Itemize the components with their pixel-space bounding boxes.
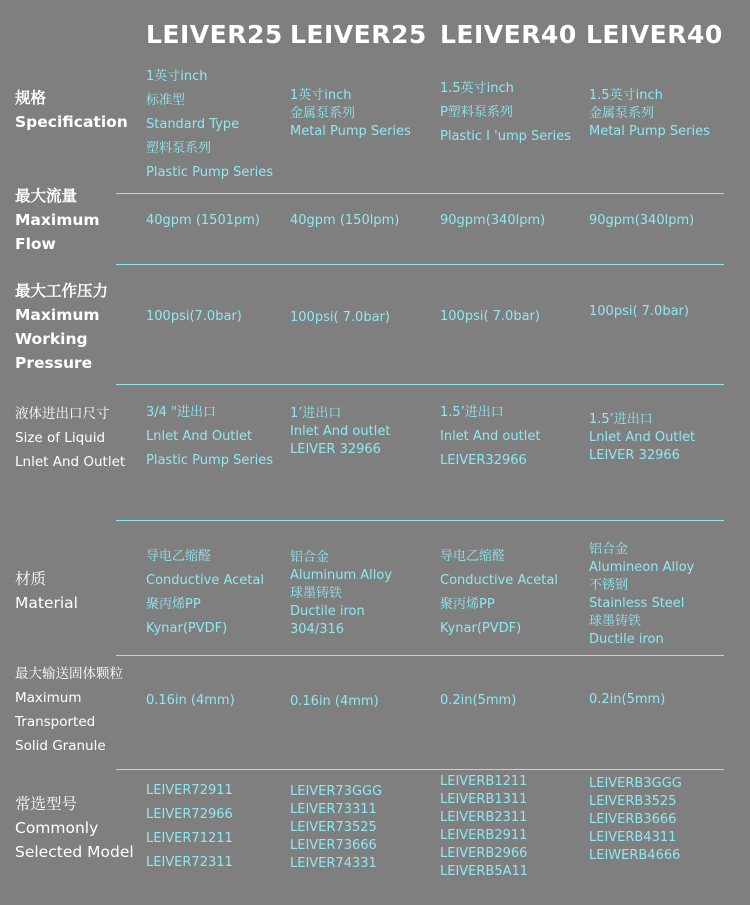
cell-line: Inlet And outlet [440,429,541,444]
cell-line: 1英寸inch [290,88,352,103]
row-divider-6 [116,769,724,770]
row-divider-2 [116,264,724,265]
cell-line: 1.5英寸inch [440,81,514,96]
cell-line: 1’进出口 [290,406,342,421]
cell-line: 铝合金 [589,542,629,557]
cell-line: 1.5英寸inch [589,88,663,103]
cell-model-col2 [290,783,382,873]
cell-line: Plastic Pump Series [146,165,274,180]
cell-line: LEIVERB3GGG [589,776,682,791]
cell-line: Aluminum Alloy [290,568,393,583]
cell-line: 液体进出口尺寸 [15,406,110,422]
cell-line: 聚丙烯PP [146,597,201,612]
cell-line: LEIVER73311 [290,802,377,817]
cell-line: 100psi( 7.0bar) [589,304,689,319]
cell-pressure-col3 [440,305,540,329]
row-divider-4 [116,520,724,521]
cell-line: 球墨铸铁 [589,614,642,629]
cell-spec-col4 [589,87,710,141]
cell-flow-col4 [589,209,694,233]
cell-line: 100psi( 7.0bar) [290,310,390,325]
cell-line: 最大工作压力 [15,282,109,300]
cell-line: LEIVER73525 [290,820,377,835]
cell-line: 材质 [15,570,47,588]
cell-line: 90gpm(340lpm) [589,213,695,228]
cell-pressure-col1 [146,305,242,329]
cell-line: Working [15,330,88,348]
cell-material-col4 [589,541,694,649]
cell-inlet-col4 [589,411,695,465]
cell-line: 3/4 "进出口 [146,405,217,420]
cell-model-col3 [440,773,528,881]
cell-inlet-col3 [440,401,540,473]
column-header-3: LEIVER40 [440,20,577,49]
cell-line: Ductile iron [589,632,664,647]
cell-line: Transported [15,714,96,730]
cell-granule-col4 [589,688,665,712]
cell-flow-col2 [290,209,399,233]
cell-line: Metal Pump Series [290,124,411,139]
cell-line: 0.2in(5mm) [589,692,666,707]
cell-model-col1 [146,779,233,875]
cell-line: 最大流量 [15,187,78,205]
cell-line: 40gpm (1501pm) [146,213,260,228]
cell-line: LEIVERB2966 [440,846,528,861]
cell-line: 1英寸inch [146,69,208,84]
cell-line: LEIVERB2311 [440,810,528,825]
cell-line: LEIVER71211 [146,831,233,846]
cell-line: LEIVER73GGG [290,784,383,799]
cell-line: 1.5’进出口 [589,412,653,427]
cell-line: Maximum [15,211,100,229]
cell-line: Metal Pump Series [589,124,710,139]
cell-line: 0.16in (4mm) [290,694,379,709]
cell-line: LEIVERB2911 [440,828,528,843]
cell-line: Plastic I 'ump Series [440,129,571,144]
cell-line: Ductile iron [290,604,365,619]
cell-line: 标准型 [146,93,186,108]
cell-pressure-col4 [589,300,689,324]
column-header-1: LEIVER25 [146,20,283,49]
cell-line: P塑料泵系列 [440,105,513,120]
cell-line: 金属泵系列 [290,106,356,121]
cell-line: 导电乙缩醛 [146,549,212,564]
cell-line: Material [15,594,78,612]
cell-material-col1 [146,545,264,641]
cell-line: LEIVER32966 [440,453,527,468]
cell-line: LEIVERB4311 [589,830,677,845]
cell-line: 聚丙烯PP [440,597,495,612]
cell-line: 规格 [15,89,47,107]
row-label-selected-model [15,792,134,864]
cell-line: LEIVER72311 [146,855,233,870]
cell-flow-col1 [146,209,260,233]
cell-material-col3 [440,545,558,641]
cell-line: Selected Model [15,843,134,861]
cell-line: LEIVERB1311 [440,792,528,807]
cell-line: Lnlet And Outlet [15,454,126,470]
cell-granule-col3 [440,689,516,713]
cell-line: Kynar(PVDF) [440,621,522,636]
cell-line: 100psi(7.0bar) [146,309,242,324]
cell-line: LEIVERB3666 [589,812,677,827]
cell-line: Specification [15,113,128,131]
cell-line: 导电乙缩醛 [440,549,506,564]
cell-line: 304/316 [290,622,345,637]
cell-line: Conductive Acetal [440,573,558,588]
cell-spec-col3 [440,77,571,149]
row-divider-5 [116,655,724,656]
cell-inlet-col1 [146,401,273,473]
cell-line: LEIVER 32966 [589,448,680,463]
cell-line: Flow [15,235,56,253]
cell-line: Lnlet And Outlet [146,429,253,444]
cell-line: Kynar(PVDF) [146,621,228,636]
cell-line: Pressure [15,354,93,372]
cell-inlet-col2 [290,405,390,459]
cell-line: LEIVER 32966 [290,442,381,457]
cell-pressure-col2 [290,306,390,330]
cell-line: LEIVERB5A11 [440,864,529,879]
cell-line: LEIVER73666 [290,838,377,853]
cell-line: Standard Type [146,117,240,132]
row-divider-1 [116,193,724,194]
cell-spec-col2 [290,87,411,141]
cell-flow-col3 [440,209,545,233]
row-label-solid-granule [15,662,123,758]
cell-line: 常选型号 [15,795,78,813]
cell-line: 40gpm (150lpm) [290,213,400,228]
cell-line: Plastic Pump Series [146,453,274,468]
cell-line: 球墨铸铁 [290,586,343,601]
cell-line: LEIVER74331 [290,856,377,871]
cell-line: 金属泵系列 [589,106,655,121]
cell-line: LEIWERB4666 [589,848,681,863]
cell-line: 0.16in (4mm) [146,693,235,708]
cell-line: 塑料泵系列 [146,141,212,156]
cell-line: Inlet And outlet [290,424,391,439]
cell-line: 90gpm(340lpm) [440,213,546,228]
cell-line: LEIVERB3525 [589,794,677,809]
cell-line: Stainless Steel [589,596,685,611]
cell-line: Conductive Acetal [146,573,264,588]
cell-line: 1.5’进出口 [440,405,504,420]
row-label-max-pressure [15,279,108,375]
column-header-2: LEIVER25 [290,20,427,49]
row-label-max-flow [15,184,100,256]
cell-granule-col1 [146,689,235,713]
cell-material-col2 [290,549,392,639]
column-header-4: LEIVER40 [586,20,723,49]
cell-line: 0.2in(5mm) [440,693,517,708]
cell-model-col4 [589,775,682,865]
cell-line: 不锈钢 [589,578,629,593]
cell-granule-col2 [290,690,379,714]
row-divider-3 [116,384,724,385]
cell-line: 最大输送固体颗粒 [15,666,123,682]
cell-line: Commonly [15,819,99,837]
cell-line: LEIVER72911 [146,783,233,798]
cell-line: LEIVER72966 [146,807,233,822]
cell-line: 100psi( 7.0bar) [440,309,540,324]
cell-line: LEIVERB1211 [440,774,528,789]
cell-line: Alumineon Alloy [589,560,695,575]
row-label-specification [15,86,128,134]
cell-spec-col1 [146,65,273,185]
row-label-material [15,567,78,615]
cell-line: Size of Liquid [15,430,106,446]
row-label-inlet-outlet [15,402,125,474]
cell-line: 铝合金 [290,550,330,565]
cell-line: Maximum [15,306,100,324]
cell-line: Maximum [15,690,82,706]
cell-line: Lnlet And Outlet [589,430,696,445]
cell-line: Solid Granule [15,738,106,754]
